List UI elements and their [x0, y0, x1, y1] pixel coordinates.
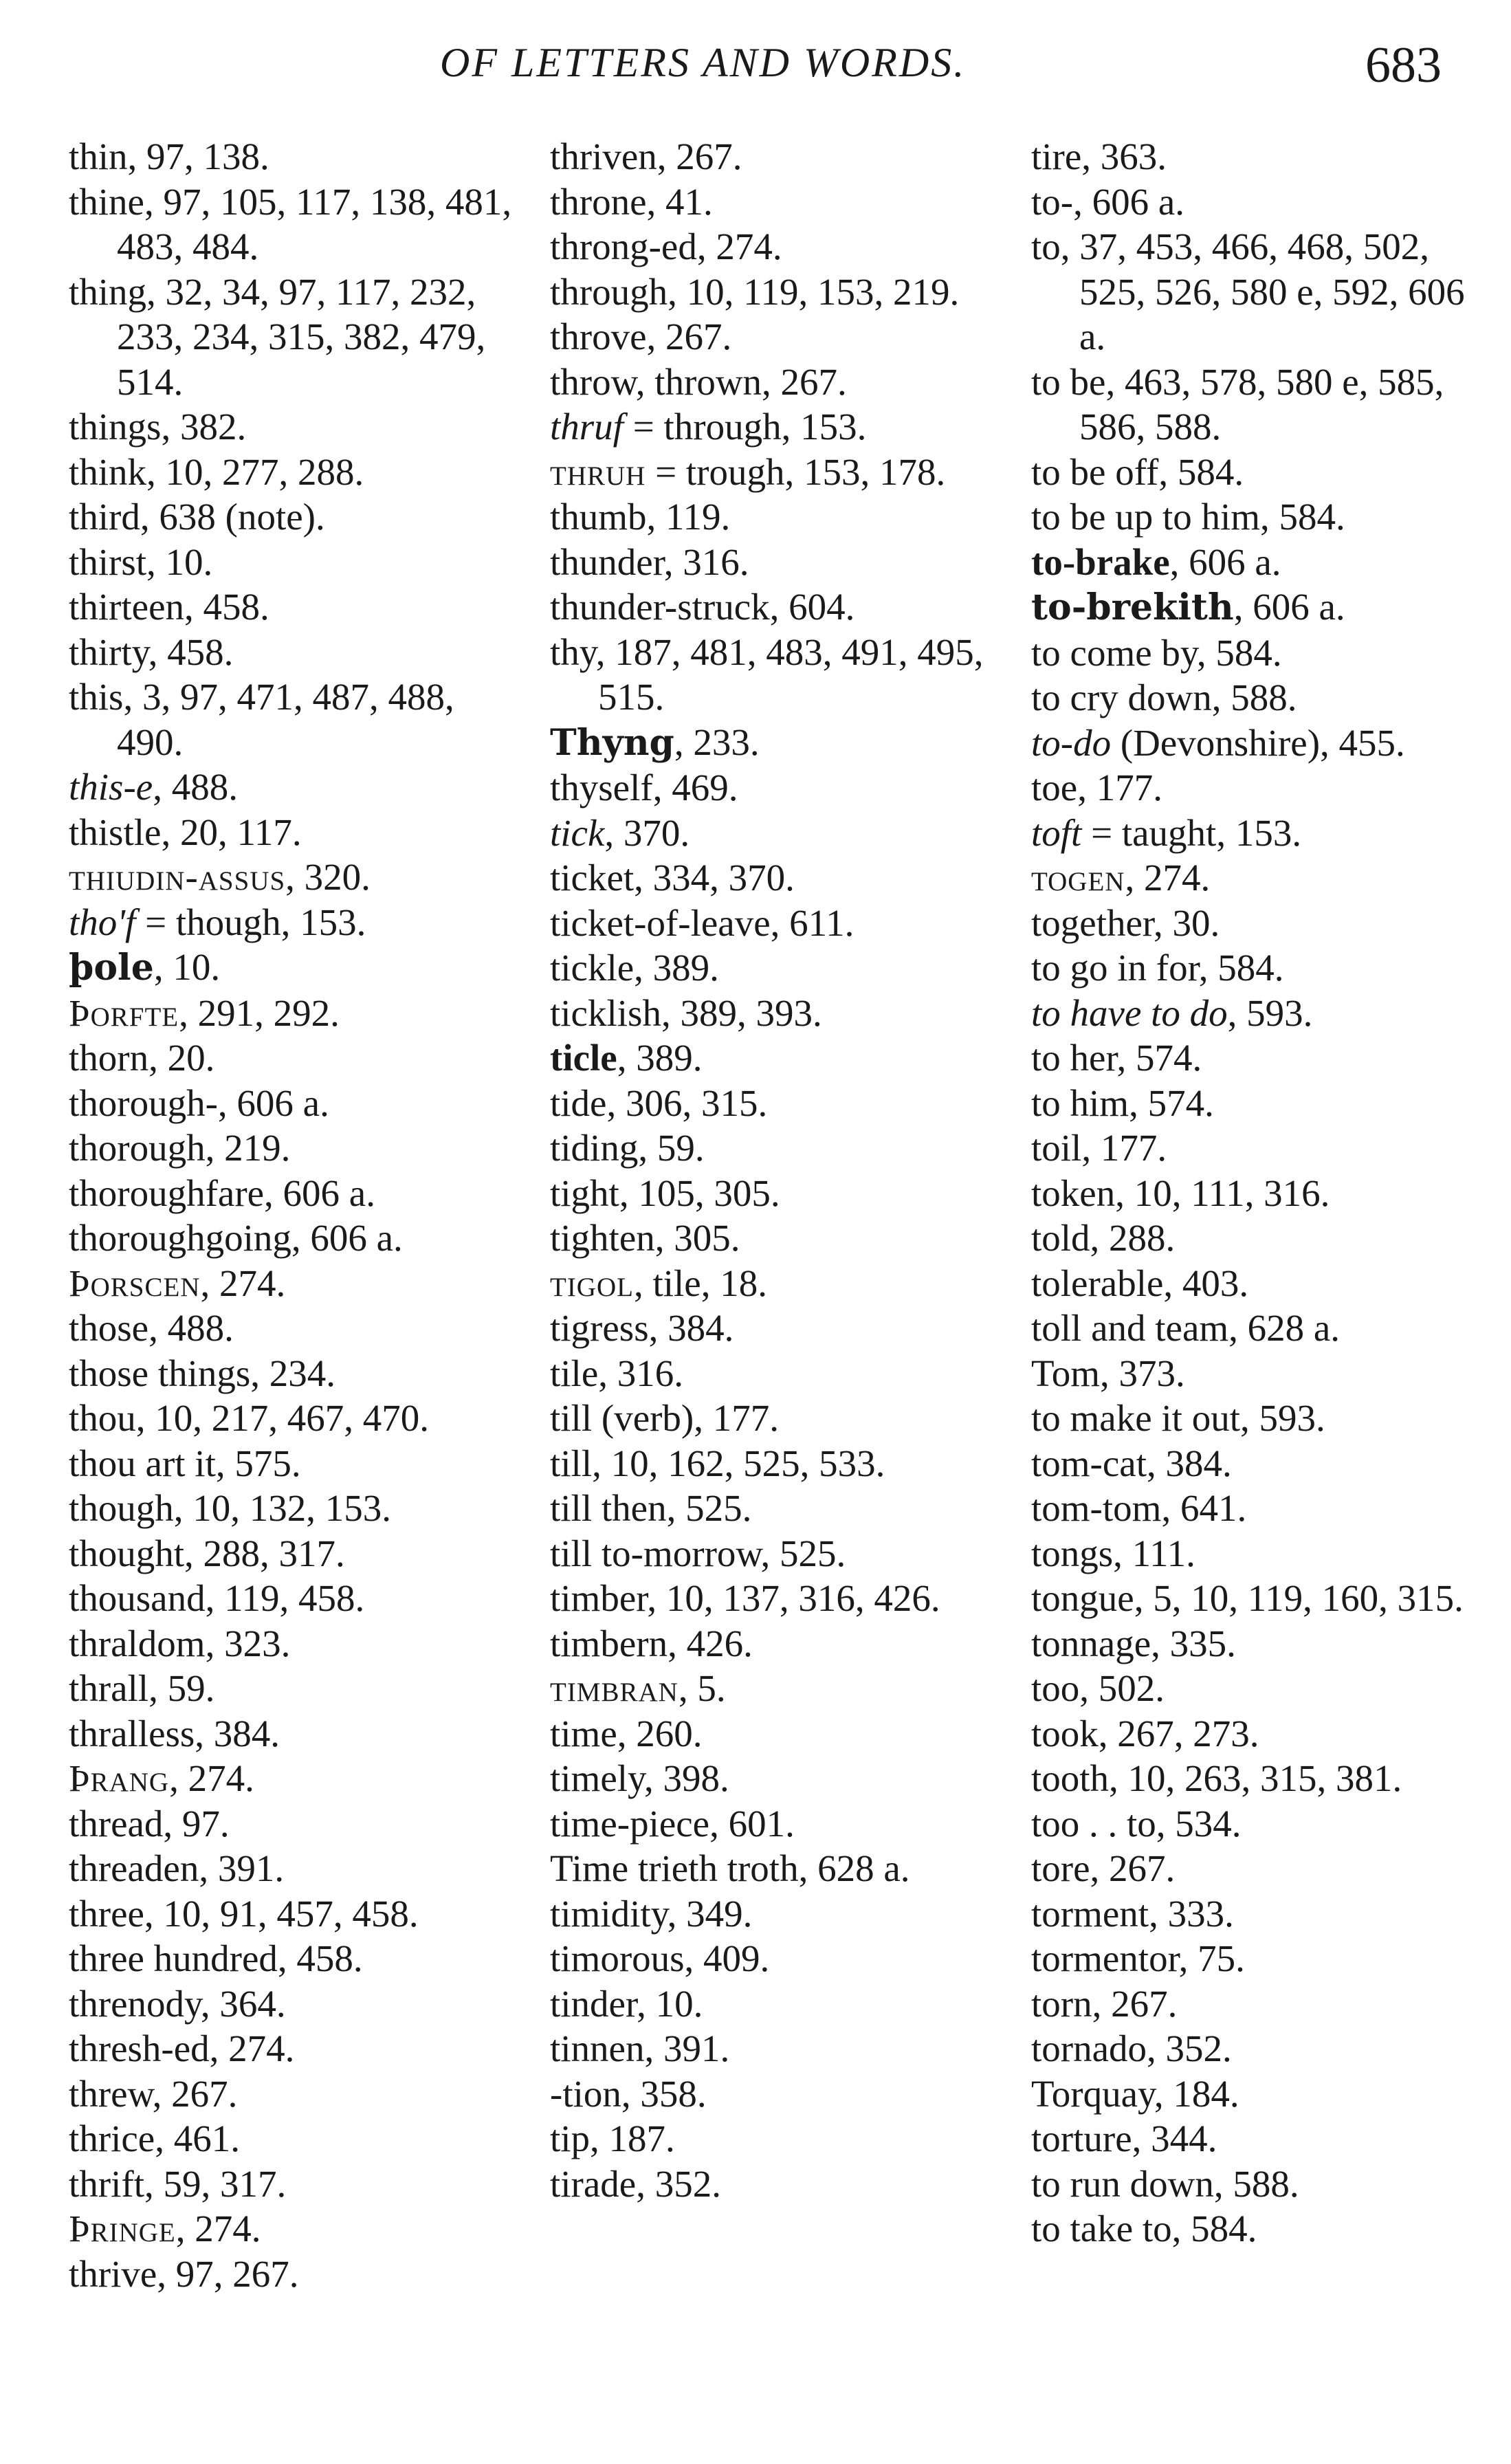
index-entry: thirst, 10.: [69, 540, 213, 583]
index-entry: toil, 177.: [1031, 1127, 1167, 1169]
index-entry: three hundred, 458.: [69, 1937, 363, 1979]
index-entry: [1031, 720, 1485, 766]
index-entry: token, 10, 111, 316.: [1031, 1172, 1330, 1214]
index-entry: tide, 306, 315.: [550, 1081, 768, 1124]
index-entry: [1031, 540, 1485, 585]
index-headword: timbran: [550, 1667, 679, 1709]
index-entry: timely, 398.: [550, 1757, 729, 1799]
index-entry: [550, 811, 1004, 856]
index-entry: too . . to, 534.: [1031, 1802, 1242, 1845]
index-entry: to come by, 584.: [1031, 631, 1282, 674]
index-entry: tonnage, 335.: [1031, 1622, 1236, 1664]
index-entry: [1031, 991, 1485, 1036]
index-entry: tormentor, 75.: [1031, 1937, 1245, 1979]
index-entry: to be up to him, 584.: [1031, 496, 1345, 538]
index-locators: , 291, 292.: [179, 991, 340, 1034]
index-entry: timber, 10, 137, 316, 426.: [550, 1577, 940, 1619]
index-entry: till (verb), 177.: [550, 1397, 779, 1439]
index-headword: to-brake: [1031, 540, 1170, 583]
page-number: 683: [1365, 37, 1442, 94]
index-entry: throve, 267.: [550, 316, 732, 358]
running-title: OF LETTERS AND WORDS.: [440, 40, 967, 85]
index-entry: to be off, 584.: [1031, 450, 1244, 493]
index-entry: to make it out, 593.: [1031, 1397, 1325, 1439]
index-headword: toft: [1031, 811, 1082, 854]
index-locators: , 593.: [1227, 991, 1313, 1034]
index-entry: thrift, 59, 317.: [69, 2162, 287, 2205]
index-entry: [1031, 584, 1485, 630]
index-locators: , 488.: [153, 766, 238, 808]
index-column-1: [69, 134, 522, 2296]
index-entry: to go in for, 584.: [1031, 947, 1284, 989]
index-entry: [550, 1666, 1004, 1711]
index-entry: three, 10, 91, 457, 458.: [69, 1892, 419, 1935]
index-entry: [69, 855, 522, 900]
index-headword: tick: [550, 811, 605, 854]
index-entry: toll and team, 628 a.: [1031, 1307, 1341, 1349]
index-entry: thoroughgoing, 606 a.: [69, 1217, 403, 1259]
index-entry: [69, 1261, 522, 1306]
index-entry: together, 30.: [1031, 901, 1220, 944]
index-entry: time-piece, 601.: [550, 1802, 795, 1845]
index-headword: to-brekith: [1031, 586, 1234, 628]
index-entry: [69, 1756, 522, 1801]
index-locators: , 370.: [604, 811, 690, 854]
index-entry: torture, 344.: [1031, 2118, 1217, 2159]
index-entry: tip, 187.: [550, 2118, 675, 2159]
index-entry: thread, 97.: [69, 1802, 230, 1845]
index-headword: to-do: [1031, 721, 1112, 764]
index-entry: tickle, 389.: [550, 947, 719, 989]
index-entry: tigress, 384.: [550, 1307, 734, 1349]
index-entry: too, 502.: [1031, 1667, 1165, 1709]
index-locators: , 606 a.: [1233, 586, 1345, 628]
index-entry: [69, 2206, 522, 2252]
index-entry: to take to, 584.: [1031, 2208, 1257, 2250]
index-entry: to run down, 588.: [1031, 2162, 1299, 2205]
index-entry: to-, 606 a.: [1031, 180, 1185, 223]
index-entry: through, 10, 119, 153, 219.: [550, 270, 960, 313]
index-entry: to cry down, 588.: [1031, 676, 1297, 718]
index-entry: [1031, 855, 1485, 901]
index-locators: = trough, 153, 178.: [646, 450, 946, 493]
index-entry: ticket, 334, 370.: [550, 857, 795, 899]
index-headword: Þrang: [69, 1757, 170, 1799]
index-headword: tigol: [550, 1262, 634, 1304]
index-entry: threaden, 391.: [69, 1847, 285, 1889]
index-entry: timbern, 426.: [550, 1622, 753, 1664]
index-entry: [550, 720, 1004, 766]
index-entry: throw, thrown, 267.: [550, 360, 847, 403]
index-locators: , 274.: [200, 1262, 286, 1304]
index-headword: Þorscen: [69, 1262, 201, 1304]
index-entry: ticklish, 389, 393.: [550, 991, 822, 1034]
index-entry: threw, 267.: [69, 2072, 238, 2115]
index-entry: tight, 105, 305.: [550, 1172, 780, 1214]
index-entry: time, 260.: [550, 1712, 703, 1754]
index-entry: Tom, 373.: [1031, 1352, 1185, 1394]
index-entry: tire, 363.: [1031, 135, 1167, 177]
index-entry: thousand, 119, 458.: [69, 1577, 365, 1619]
index-entry: tooth, 10, 263, 315, 381.: [1031, 1757, 1402, 1799]
index-entry: thunder, 316.: [550, 540, 749, 583]
index-entry: threnody, 364.: [69, 1982, 286, 2025]
index-headword: thiudin-assus: [69, 856, 286, 898]
index-entry: thrall, 59.: [69, 1667, 215, 1709]
index-entry: tore, 267.: [1031, 1847, 1176, 1889]
index-entry: third, 638 (note).: [69, 496, 325, 538]
index-entry: Torquay, 184.: [1031, 2072, 1239, 2115]
index-entry: those things, 234.: [69, 1352, 336, 1394]
index-entry: thorough, 219.: [69, 1127, 291, 1169]
index-entry: thorn, 20.: [69, 1037, 215, 1079]
index-entry: thistle, 20, 117.: [69, 811, 302, 853]
index-entry: tighten, 305.: [550, 1217, 740, 1259]
index-entry: torn, 267.: [1031, 1982, 1178, 2025]
index-entry: tolerable, 403.: [1031, 1262, 1249, 1304]
index-entry: things, 382.: [69, 406, 247, 448]
index-entry: tinnen, 391.: [550, 2027, 730, 2069]
index-entry: thy, 187, 481, 483, 491, 495, 515.: [550, 630, 984, 718]
index-entry: thine, 97, 105, 117, 138, 481, 483, 484.: [69, 180, 512, 267]
index-entry: torment, 333.: [1031, 1892, 1234, 1935]
index-entry: tornado, 352.: [1031, 2027, 1232, 2069]
index-locators: , 274.: [169, 1757, 254, 1799]
index-entry: Time trieth troth, 628 a.: [550, 1847, 910, 1889]
index-entry: thoroughfare, 606 a.: [69, 1172, 375, 1214]
index-entry: throng-ed, 274.: [550, 226, 782, 267]
index-entry: to her, 574.: [1031, 1037, 1202, 1079]
index-entry: till to-morrow, 525.: [550, 1532, 846, 1574]
index-entry: -tion, 358.: [550, 2072, 707, 2115]
index-entry: till then, 525.: [550, 1487, 752, 1529]
index-headword: togen: [1031, 857, 1125, 899]
index-entry: timorous, 409.: [550, 1937, 770, 1979]
index-headword: tho'f: [69, 901, 136, 943]
index-entry: toe, 177.: [1031, 767, 1162, 808]
index-headword: þole: [69, 947, 154, 989]
index-locators: , tile, 18.: [633, 1262, 767, 1304]
index-entry: thrice, 461.: [69, 2118, 240, 2159]
index-headword: thruh: [550, 450, 646, 493]
index-entry: thralless, 384.: [69, 1712, 280, 1754]
index-entry: [69, 764, 522, 810]
index-headword: Þorfte: [69, 991, 179, 1034]
index-headword: ticle: [550, 1037, 617, 1079]
index-entry: to, 37, 453, 466, 468, 502, 525, 526, 580 e, 592, 606 a.: [1031, 226, 1465, 358]
index-entry: thin, 97, 138.: [69, 135, 269, 177]
index-locators: = though, 153.: [135, 901, 366, 943]
index-headword: thruf: [550, 406, 624, 448]
index-entry: think, 10, 277, 288.: [69, 450, 364, 493]
index-locators: , 389.: [617, 1037, 703, 1079]
index-locators: = through, 153.: [623, 406, 867, 448]
index-locators: = taught, 153.: [1081, 811, 1302, 854]
index-headword: Þringe: [69, 2208, 176, 2250]
index-entry: tongue, 5, 10, 119, 160, 315.: [1031, 1577, 1464, 1619]
index-entry: tirade, 352.: [550, 2162, 721, 2205]
index-entry: thrive, 97, 267.: [69, 2252, 299, 2295]
index-entry: [550, 1035, 1004, 1081]
index-locators: , 274.: [175, 2208, 261, 2250]
index-entry: thorough-, 606 a.: [69, 1081, 329, 1124]
index-entry: [69, 945, 522, 991]
index-locators: , 320.: [285, 856, 371, 898]
index-entry: till, 10, 162, 525, 533.: [550, 1442, 885, 1484]
index-entry: thumb, 119.: [550, 496, 731, 538]
index-entry: [550, 404, 1004, 450]
index-entry: thirteen, 458.: [69, 586, 269, 628]
index-entry: [69, 900, 522, 945]
index-headword: this-e: [69, 766, 153, 808]
index-entry: told, 288.: [1031, 1217, 1176, 1259]
index-entry: thraldom, 323.: [69, 1622, 291, 1664]
index-entry: [550, 450, 1004, 495]
index-entry: to be, 463, 578, 580 e, 585, 586, 588.: [1031, 360, 1444, 448]
index-entry: tiding, 59.: [550, 1127, 705, 1169]
index-entry: thou, 10, 217, 467, 470.: [69, 1397, 430, 1439]
index-locators: , 274.: [1125, 857, 1211, 899]
index-entry: those, 488.: [69, 1307, 234, 1349]
index-entry: thought, 288, 317.: [69, 1532, 345, 1574]
index-column-3: [1031, 134, 1485, 2252]
index-locators: , 10.: [153, 946, 221, 988]
index-entry: timidity, 349.: [550, 1892, 753, 1935]
index-entry: ticket-of-leave, 611.: [550, 901, 854, 944]
index-entry: thirty, 458.: [69, 630, 234, 673]
index-entry: this, 3, 97, 471, 487, 488, 490.: [69, 676, 454, 763]
index-entry: tile, 316.: [550, 1352, 684, 1394]
index-entry: [69, 991, 522, 1036]
index-entry: tinder, 10.: [550, 1982, 703, 2025]
index-entry: thou art it, 575.: [69, 1442, 301, 1484]
index-entry: though, 10, 132, 153.: [69, 1487, 392, 1529]
index-entry: tongs, 111.: [1031, 1532, 1195, 1574]
index-entry: [1031, 811, 1485, 856]
index-entry: tom-cat, 384.: [1031, 1442, 1232, 1484]
index-locators: , 5.: [678, 1667, 726, 1709]
index-column-2: [550, 134, 1004, 2206]
index-entry: thunder-struck, 604.: [550, 586, 855, 628]
index-entry: took, 267, 273.: [1031, 1712, 1259, 1754]
index-headword: Thyng: [550, 721, 674, 764]
running-head: [0, 32, 1511, 94]
index-entry: [550, 1261, 1004, 1306]
index-locators: , 233.: [674, 720, 760, 763]
index-entry: thyself, 469.: [550, 767, 738, 808]
index-locators: , 606 a.: [1169, 540, 1281, 583]
index-entry: to him, 574.: [1031, 1081, 1214, 1124]
index-entry: tom-tom, 641.: [1031, 1487, 1247, 1529]
index-entry: thing, 32, 34, 97, 117, 232, 233, 234, 315, 382, 479, 514.: [69, 270, 486, 403]
index-locators: (Devonshire), 455.: [1111, 721, 1405, 764]
index-headword: to have to do: [1031, 991, 1228, 1034]
index-entry: thresh-ed, 274.: [69, 2027, 295, 2069]
index-entry: thriven, 267.: [550, 135, 742, 177]
index-entry: throne, 41.: [550, 180, 713, 223]
